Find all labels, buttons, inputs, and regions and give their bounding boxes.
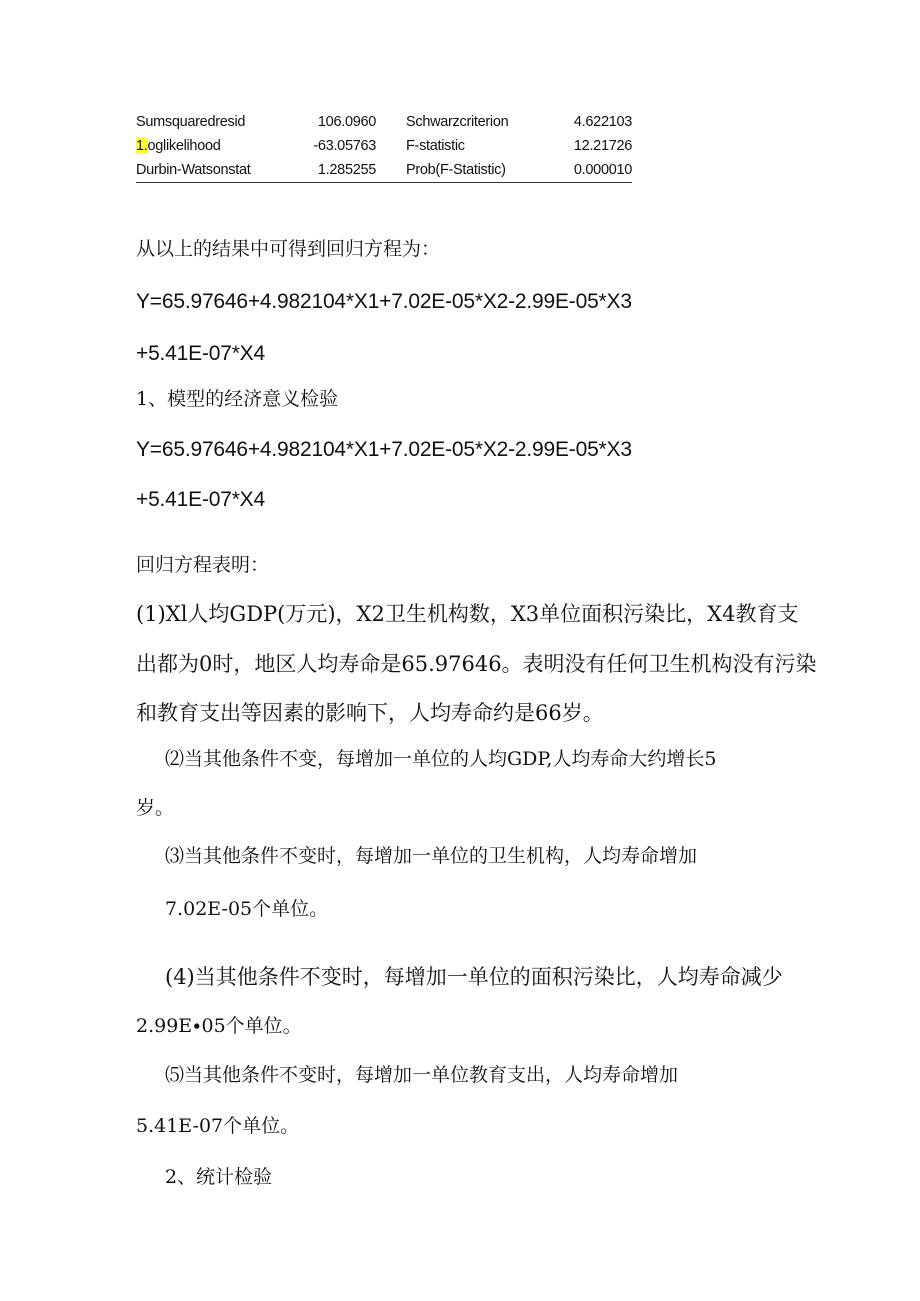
stat-label: Sumsquaredresid [136, 114, 246, 130]
stat-value: 1.285255 [288, 158, 406, 183]
paragraph-4-line-1: (4)当其他条件不变时，每增加一单位的面积污染比，人均寿命减少 [165, 965, 783, 989]
stat-label: Prob(F-Statistic) [406, 158, 556, 183]
paragraph-1-line-3: 和教育支出等因素的影响下，人均寿命约是66岁。 [136, 701, 604, 725]
stat-label: Schwarzcriterion [406, 114, 509, 130]
stat-label: Durbin-Watsonstat [136, 158, 288, 183]
paragraph-5-line-2: 5.41E-07个单位。 [136, 1115, 300, 1137]
paragraph-1-line-2: 出都为0时，地区人均寿命是65.97646。表明没有任何卫生机构没有污染 [136, 652, 817, 676]
stat-value: 12.21726 [573, 138, 632, 154]
table-row [136, 110, 632, 134]
stat-value: -63.05763 [313, 138, 376, 154]
paragraph-1-line-1: (1)Xl人均GDP(万元)，X2卫生机构数，X3单位面积污染比，X4教育支 [136, 602, 799, 626]
regression-stats-table [136, 110, 632, 183]
regression-equation2-line2: +5.41E-07*X4 [136, 488, 265, 511]
intro-text: 从以上的结果中可得到回归方程为： [136, 238, 441, 260]
section-heading-statistical-check: 2、统计检验 [165, 1166, 273, 1188]
regression-equation-line1: Y=65.97646+4.982104*X1+7.02E-05*X2-2.99E-05*X3 [136, 290, 632, 313]
table-row [136, 134, 632, 158]
explanation-intro: 回归方程表明： [136, 554, 270, 576]
stat-value: 106.0960 [317, 114, 376, 130]
section-heading-economic-check: 1、模型的经济意义检验 [136, 388, 339, 410]
paragraph-2-line-1: ⑵当其他条件不变，每增加一单位的人均GDP,人均寿命大约增长5 [165, 748, 717, 770]
paragraph-2-line-2: 岁。 [136, 797, 175, 819]
paragraph-3-line-1: ⑶当其他条件不变时，每增加一单位的卫生机构，人均寿命增加 [165, 845, 698, 867]
stat-label: F-statistic [406, 138, 465, 154]
paragraph-4-line-2: 2.99E∙05个单位。 [136, 1015, 302, 1037]
stat-label-rest: oglikelihood [147, 138, 221, 154]
stat-value: 4.622103 [573, 114, 632, 130]
paragraph-3-line-2: 7.02E-05个单位。 [165, 898, 329, 920]
paragraph-5-line-1: ⑸当其他条件不变时，每增加一单位教育支出，人均寿命增加 [165, 1064, 679, 1086]
stat-value: 0.000010 [556, 158, 632, 183]
highlight-marker: 1. [136, 138, 148, 154]
stat-label [136, 134, 288, 158]
regression-equation-line2: +5.41E-07*X4 [136, 342, 265, 365]
regression-equation2-line1: Y=65.97646+4.982104*X1+7.02E-05*X2-2.99E-05*X3 [136, 438, 632, 461]
table-row [136, 158, 632, 183]
